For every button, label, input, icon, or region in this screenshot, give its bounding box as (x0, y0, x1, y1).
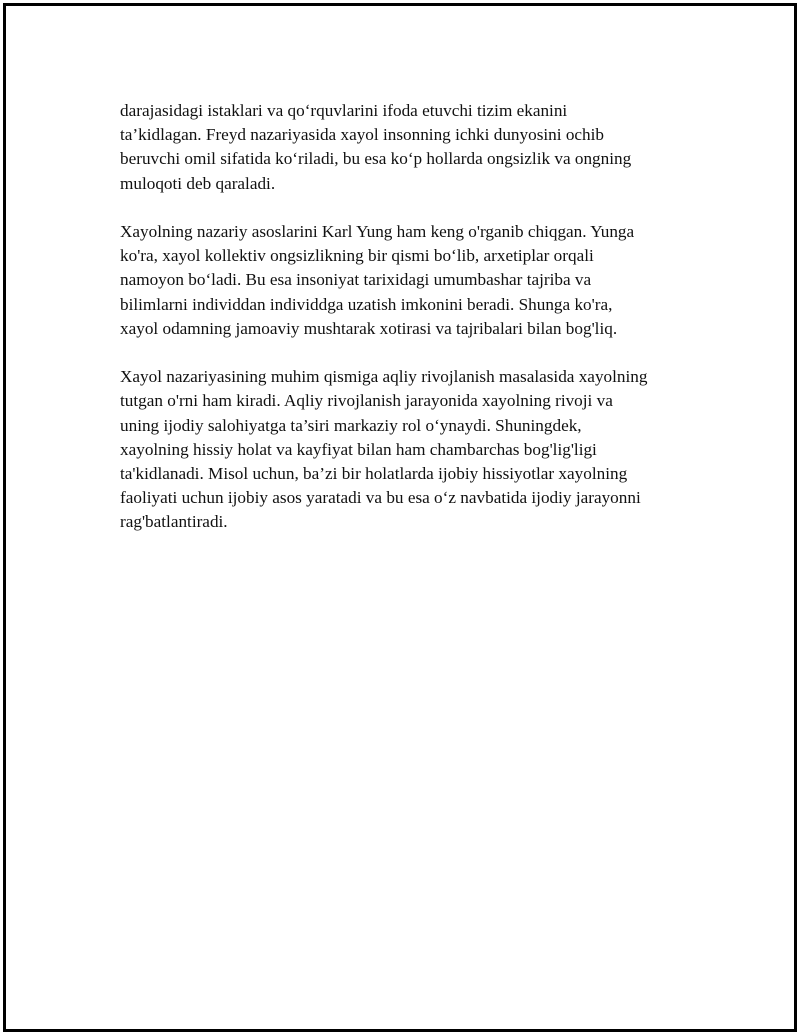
text-line: rag'batlantiradi. (120, 512, 228, 532)
text-line: tutgan o'rni ham kiradi. Aqliy rivojlanish jarayonida xayolning rivoji va (120, 391, 613, 411)
paragraph-2 (120, 220, 700, 341)
text-line: uning ijodiy salohiyatga ta’siri markaziy rol o‘ynaydi. Shuningdek, (120, 415, 582, 435)
document-body (120, 99, 700, 559)
text-line: xayol odamning jamoaviy mushtarak xotirasi va tajribalari bilan bog'liq. (120, 318, 618, 338)
paragraph-3 (120, 365, 700, 534)
page-frame (3, 3, 797, 1032)
text-line: Xayolning nazariy asoslarini Karl Yung ham keng o'rganib chiqgan. Yunga (120, 222, 635, 241)
text-line: ta’kidlagan. Freyd nazariyasida xayol insonning ichki dunyosini ochib (120, 125, 605, 145)
text-line: beruvchi omil sifatida ko‘riladi, bu esa ko‘p hollarda ongsizlik va ongning (120, 149, 632, 169)
text-line: darajasidagi istaklari va qo‘rquvlarini ifoda etuvchi tizim ekanini (120, 101, 568, 120)
text-line: xayolning hissiy holat va kayfiyat bilan ham chambarchas bog'lig'ligi (120, 439, 597, 459)
text-line: ko'ra, xayol kollektiv ongsizlikning bir qismi bo‘lib, arxetiplar orqali (120, 246, 594, 266)
text-line: muloqoti deb qaraladi. (120, 173, 276, 193)
text-line: ta'kidlanadi. Misol uchun, ba’zi bir holatlarda ijobiy hissiyotlar xayolning (120, 464, 628, 484)
text-line: faoliyati uchun ijobiy asos yaratadi va bu esa o‘z navbatida ijodiy jarayonni (120, 488, 641, 508)
text-line: Xayol nazariyasining muhim qismiga aqliy rivojlanish masalasida xayolning (120, 367, 648, 387)
text-line: namoyon bo‘ladi. Bu esa insoniyat tarixidagi umumbashar tajriba va (120, 270, 592, 290)
paragraph-1 (120, 99, 700, 196)
text-line: bilimlarni individdan individdga uzatish imkonini beradi. Shunga ko'ra, (120, 294, 613, 314)
